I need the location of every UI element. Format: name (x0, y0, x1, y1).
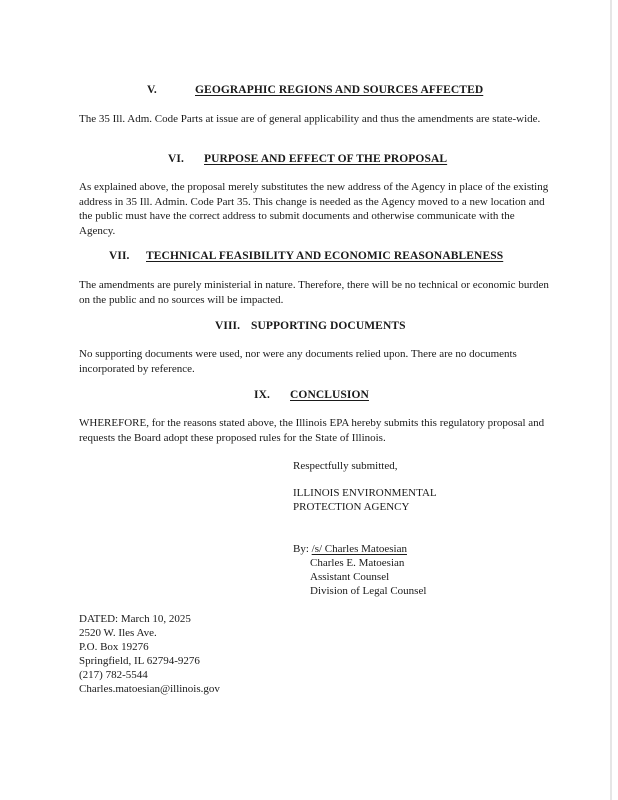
section-body: The 35 Ill. Adm. Code Parts at issue are of general applicability and thus the amendments are state-wide. (79, 113, 541, 125)
dated-line: DATED: March 10, 2025 (79, 613, 191, 625)
section-number: IX. (254, 389, 270, 401)
section-body: WHEREFORE, for the reasons stated above, the Illinois EPA hereby submits this regulatory proposal and requests the Board adopt these proposed rules for the State of Illinois. (79, 417, 545, 444)
section-body: The amendments are purely ministerial in nature. Therefore, there will be no technical or economic burden on the public and no sources will be impacted. (79, 279, 549, 306)
section-title: PURPOSE AND EFFECT OF THE PROPOSAL (204, 153, 448, 165)
electronic-signature: /s/ Charles Matoesian (311, 543, 407, 555)
section-heading (215, 320, 406, 332)
po-box: P.O. Box 19276 (79, 641, 149, 653)
section-title: TECHNICAL FEASIBILITY AND ECONOMIC REASONABLENESS (146, 250, 504, 262)
section-body: As explained above, the proposal merely substitutes the new address of the Agency in place of the existing address in 35 Ill. Admin. Code Part 35. This change is needed as the Agency moved to a new location and the public must have the correct address to submit documents and otherwise communicate with the Agency. (79, 181, 549, 237)
section-number: VIII. (215, 320, 241, 332)
section-title: CONCLUSION (290, 389, 369, 401)
agency-name-line1: ILLINOIS ENVIRONMENTAL (293, 487, 437, 499)
section-title: GEOGRAPHIC REGIONS AND SOURCES AFFECTED (195, 84, 484, 96)
section-title: SUPPORTING DOCUMENTS (251, 320, 406, 332)
section-number: VII. (109, 250, 130, 262)
signer-title: Assistant Counsel (310, 571, 390, 583)
section-heading (254, 389, 369, 401)
street-address: 2520 W. Iles Ave. (79, 627, 157, 639)
section-heading (147, 84, 483, 96)
signer-name: Charles E. Matoesian (310, 557, 405, 569)
section-number: V. (147, 84, 157, 96)
signer-division: Division of Legal Counsel (310, 585, 427, 597)
city-state-zip: Springfield, IL 62794-9276 (79, 655, 200, 667)
closing-line: Respectfully submitted, (293, 460, 398, 472)
section-body: No supporting documents were used, nor were any documents relied upon. There are no documents incorporated by reference. (79, 348, 517, 375)
by-label: By: (293, 543, 309, 555)
section-heading (168, 153, 447, 165)
section-heading (109, 250, 503, 262)
email-address: Charles.matoesian@illinois.gov (79, 683, 220, 695)
agency-name-line2: PROTECTION AGENCY (293, 501, 410, 513)
signature-line (293, 542, 407, 556)
section-number: VI. (168, 153, 184, 165)
scan-edge (610, 0, 612, 800)
phone-number: (217) 782-5544 (79, 669, 148, 681)
